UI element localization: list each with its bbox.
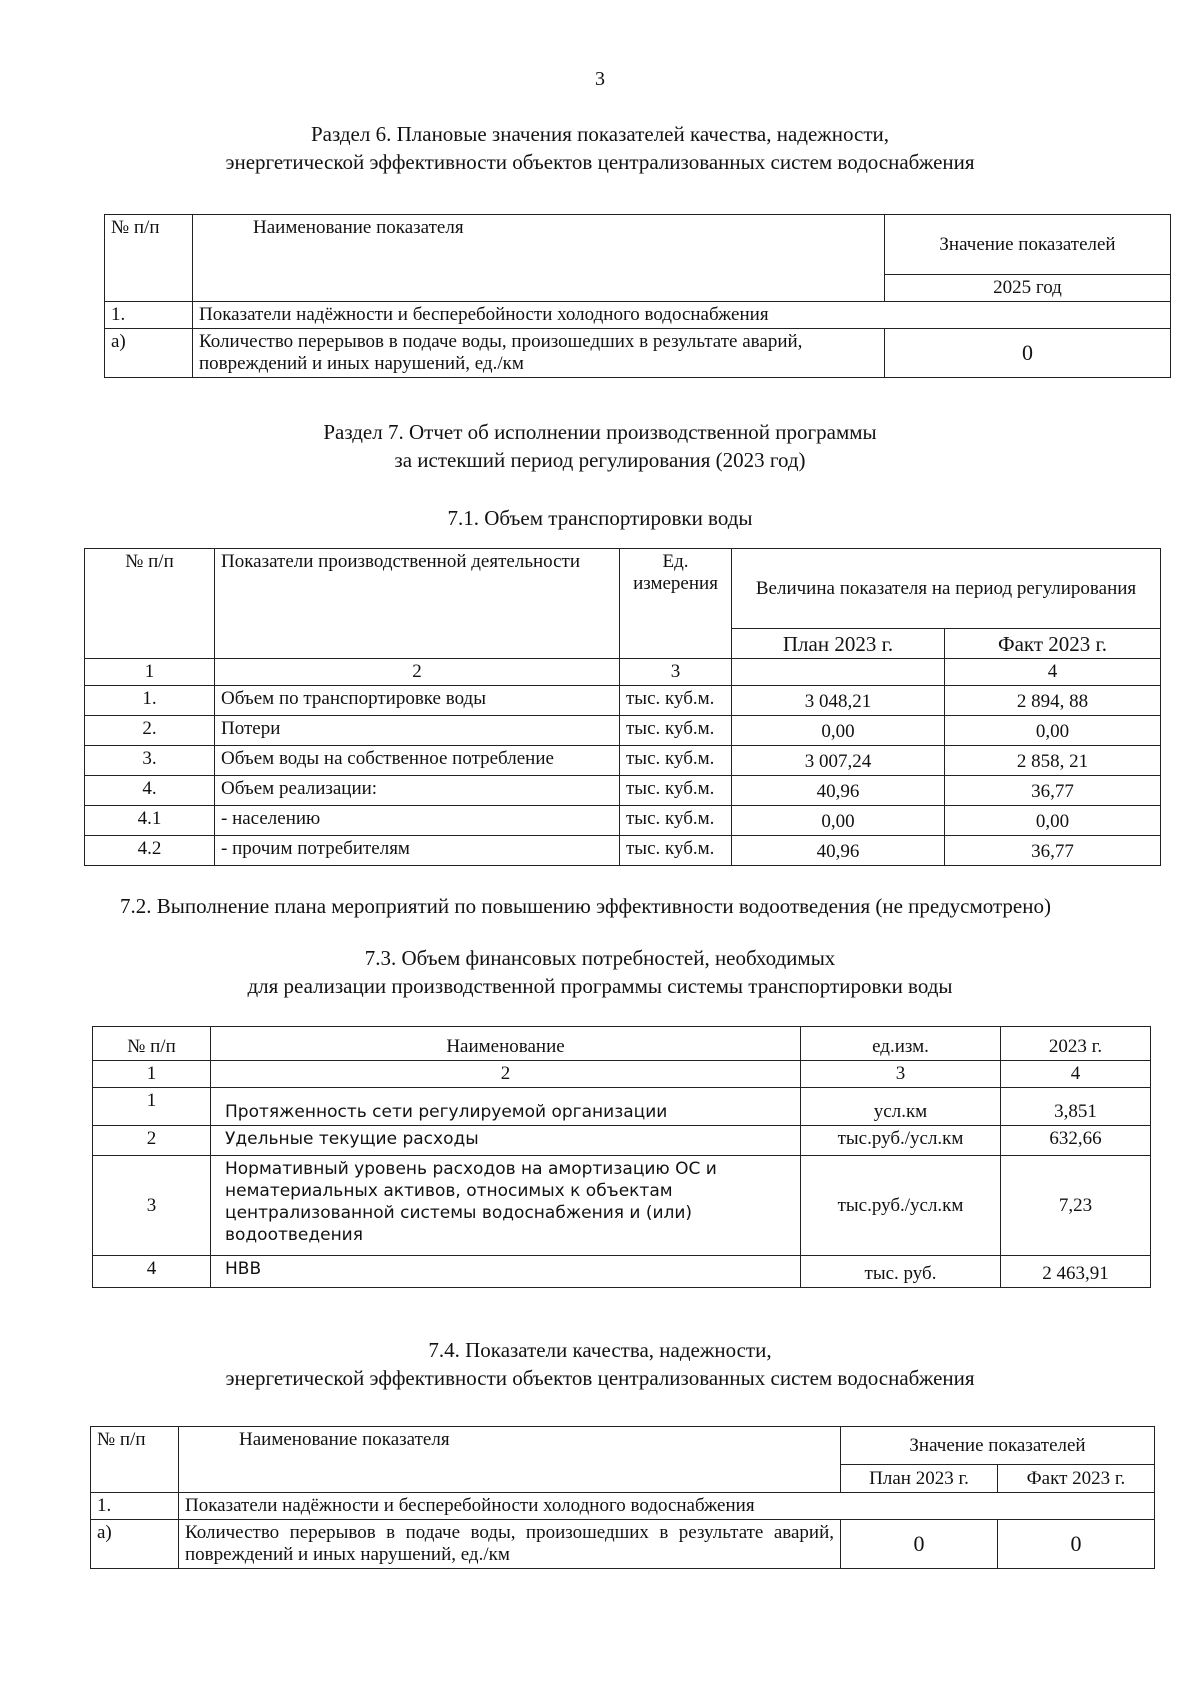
section6-title xyxy=(0,120,1200,176)
row-name: НВВ xyxy=(211,1256,801,1288)
row-unit: тыс. куб.м. xyxy=(620,716,732,746)
row-plan: 40,96 xyxy=(732,836,945,866)
s74-title-line2: энергетической эффективности объектов централизованных систем водоснабжения xyxy=(225,1366,975,1390)
row-num: 1. xyxy=(85,686,215,716)
row-name: Объем реализации: xyxy=(215,776,620,806)
col-number: 3 xyxy=(620,659,732,686)
header-name: Наименование xyxy=(211,1027,801,1061)
row-unit: тыс. куб.м. xyxy=(620,776,732,806)
col-number: 1 xyxy=(93,1061,211,1088)
col-number: 4 xyxy=(945,659,1161,686)
s71-table xyxy=(84,548,1161,866)
row-unit: тыс.руб./усл.км xyxy=(801,1126,1001,1156)
s74-table xyxy=(90,1426,1155,1569)
row-unit: тыс. куб.м. xyxy=(620,836,732,866)
row-fact: 36,77 xyxy=(945,776,1161,806)
header-year: 2025 год xyxy=(885,275,1171,302)
col-number xyxy=(732,659,945,686)
s73-title xyxy=(0,944,1200,1000)
header-indicator-name: Наименование показателя xyxy=(179,1427,841,1493)
section6-table xyxy=(104,214,1171,378)
row-value: 7,23 xyxy=(1001,1156,1151,1256)
table-row xyxy=(93,1256,1151,1288)
table-row xyxy=(93,1156,1151,1256)
row-num: 3 xyxy=(93,1156,211,1256)
row-plan: 0,00 xyxy=(732,806,945,836)
header-num: № п/п xyxy=(85,549,215,659)
row-fact: 0,00 xyxy=(945,716,1161,746)
column-number-row xyxy=(93,1061,1151,1088)
row-name: Количество перерывов в подаче воды, произошедших в результате аварий, повреждений и иных нарушений, ед./км xyxy=(193,329,885,378)
row-value: 3,851 xyxy=(1001,1088,1151,1126)
header-fact: Факт 2023 г. xyxy=(998,1465,1155,1493)
row-unit: тыс. руб. xyxy=(801,1256,1001,1288)
row-unit: тыс.руб./усл.км xyxy=(801,1156,1001,1256)
s73-table xyxy=(92,1026,1151,1288)
table-row xyxy=(91,1493,1155,1520)
row-plan: 3 007,24 xyxy=(732,746,945,776)
row-num: 1. xyxy=(91,1493,179,1520)
s73-title-line1: 7.3. Объем финансовых потребностей, необходимых xyxy=(364,946,836,970)
section7-title-line1: Раздел 7. Отчет об исполнении производственной программы xyxy=(323,420,877,444)
section6-title-line2: энергетической эффективности объектов централизованных систем водоснабжения xyxy=(225,150,975,174)
row-num: 4. xyxy=(85,776,215,806)
row-num: а) xyxy=(105,329,193,378)
row-plan: 3 048,21 xyxy=(732,686,945,716)
col-number: 2 xyxy=(211,1061,801,1088)
row-name: Объем по транспортировке воды xyxy=(215,686,620,716)
row-num: 2. xyxy=(85,716,215,746)
header-fact: Факт 2023 г. xyxy=(945,629,1161,659)
table-row xyxy=(85,836,1161,866)
section7-title-line2: за истекший период регулирования (2023 год) xyxy=(394,448,806,472)
page-number: 3 xyxy=(595,68,605,90)
table-row xyxy=(85,686,1161,716)
header-unit: ед.изм. xyxy=(801,1027,1001,1061)
row-value: 0 xyxy=(885,329,1171,378)
row-fact: 2 858, 21 xyxy=(945,746,1161,776)
row-name: Объем воды на собственное потребление xyxy=(215,746,620,776)
row-name: Потери xyxy=(215,716,620,746)
s74-title xyxy=(0,1336,1200,1392)
col-number: 1 xyxy=(85,659,215,686)
row-num: а) xyxy=(91,1520,179,1569)
row-unit: усл.км xyxy=(801,1088,1001,1126)
row-name: Показатели надёжности и бесперебойности холодного водоснабжения xyxy=(179,1493,1155,1520)
row-plan: 40,96 xyxy=(732,776,945,806)
header-indicator-name: Наименование показателя xyxy=(193,215,885,302)
row-num: 2 xyxy=(93,1126,211,1156)
row-fact: 2 894, 88 xyxy=(945,686,1161,716)
s72-title: 7.2. Выполнение плана мероприятий по повышению эффективности водоотведения (не предусмотрено) xyxy=(120,894,1051,918)
row-num: 3. xyxy=(85,746,215,776)
header-plan: План 2023 г. xyxy=(841,1465,998,1493)
col-number: 2 xyxy=(215,659,620,686)
table-row xyxy=(93,1126,1151,1156)
table-row xyxy=(93,1088,1151,1126)
header-value: Значение показателей xyxy=(885,215,1171,275)
header-plan: План 2023 г. xyxy=(732,629,945,659)
header-value: Величина показателя на период регулирования xyxy=(732,549,1161,629)
row-name: - населению xyxy=(215,806,620,836)
row-fact: 0,00 xyxy=(945,806,1161,836)
s73-title-line2: для реализации производственной программы системы транспортировки воды xyxy=(247,974,953,998)
s71-title: 7.1. Объем транспортировки воды xyxy=(447,506,753,530)
row-plan: 0 xyxy=(841,1520,998,1569)
header-num: № п/п xyxy=(93,1027,211,1061)
section6-title-line1: Раздел 6. Плановые значения показателей качества, надежности, xyxy=(310,122,890,146)
row-name: Протяженность сети регулируемой организации xyxy=(211,1088,801,1126)
s74-title-line1: 7.4. Показатели качества, надежности, xyxy=(428,1338,772,1362)
table-row xyxy=(105,302,1171,329)
row-num: 1 xyxy=(93,1088,211,1126)
row-name: Удельные текущие расходы xyxy=(211,1126,801,1156)
row-value: 632,66 xyxy=(1001,1126,1151,1156)
row-fact: 0 xyxy=(998,1520,1155,1569)
table-row xyxy=(105,329,1171,378)
row-name: Нормативный уровень расходов на амортизацию ОС и нематериальных активов, относимых к объектам централизованной системы водоснабжения и (или) водоотведения xyxy=(211,1156,801,1256)
row-num: 4.1 xyxy=(85,806,215,836)
row-num: 4 xyxy=(93,1256,211,1288)
section7-title xyxy=(0,418,1200,474)
row-name: - прочим потребителям xyxy=(215,836,620,866)
row-name: Показатели надёжности и бесперебойности холодного водоснабжения xyxy=(193,302,1171,329)
table-row xyxy=(85,716,1161,746)
header-unit: Ед. измерения xyxy=(620,549,732,659)
table-row xyxy=(85,806,1161,836)
header-num: № п/п xyxy=(91,1427,179,1493)
header-value: Значение показателей xyxy=(841,1427,1155,1465)
row-fact: 36,77 xyxy=(945,836,1161,866)
row-value: 2 463,91 xyxy=(1001,1256,1151,1288)
row-unit: тыс. куб.м. xyxy=(620,686,732,716)
row-num: 4.2 xyxy=(85,836,215,866)
header-indicator: Показатели производственной деятельности xyxy=(215,549,620,659)
column-number-row xyxy=(85,659,1161,686)
table-row xyxy=(85,746,1161,776)
col-number: 3 xyxy=(801,1061,1001,1088)
table-row xyxy=(91,1520,1155,1569)
header-year: 2023 г. xyxy=(1001,1027,1151,1061)
row-unit: тыс. куб.м. xyxy=(620,806,732,836)
row-name: Количество перерывов в подаче воды, произошедших в результате аварий, повреждений и иных нарушений, ед./км xyxy=(179,1520,841,1569)
table-row xyxy=(85,776,1161,806)
col-number: 4 xyxy=(1001,1061,1151,1088)
row-num: 1. xyxy=(105,302,193,329)
row-plan: 0,00 xyxy=(732,716,945,746)
row-unit: тыс. куб.м. xyxy=(620,746,732,776)
header-num: № п/п xyxy=(105,215,193,302)
